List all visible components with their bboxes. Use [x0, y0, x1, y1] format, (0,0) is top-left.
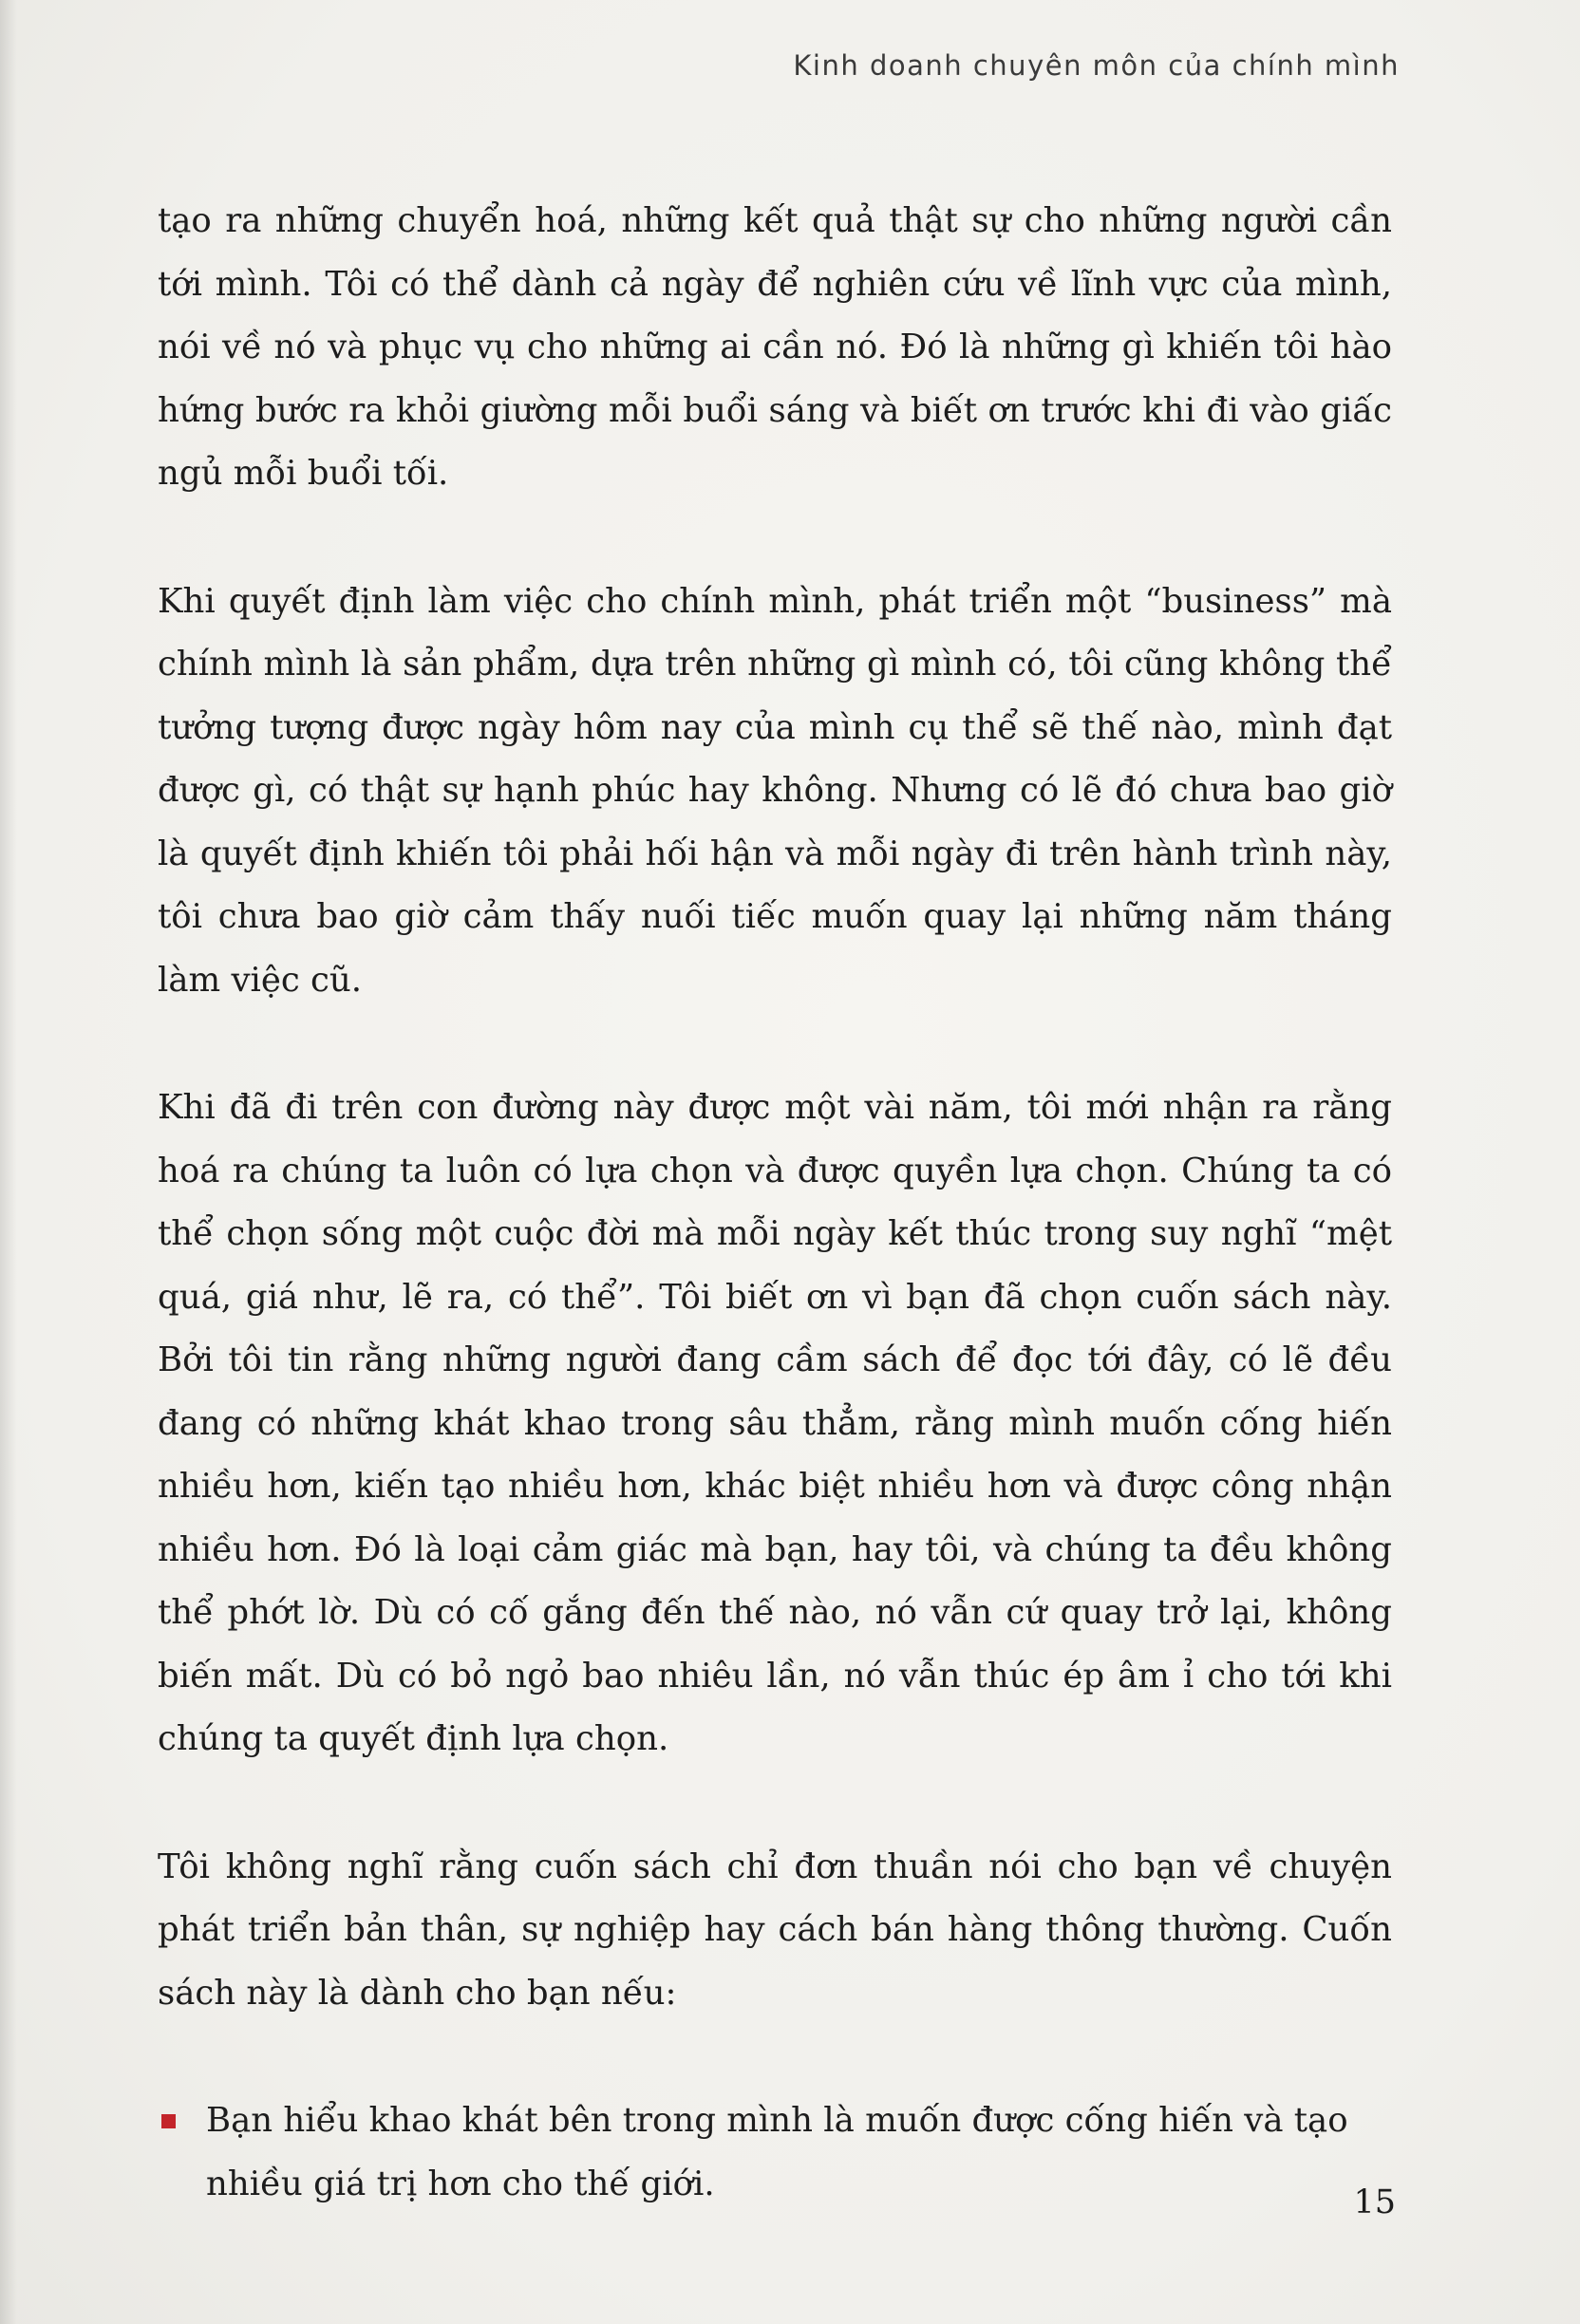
square-bullet-icon	[161, 2114, 176, 2128]
paragraph: Tôi không nghĩ rằng cuốn sách chỉ đơn thuần nói cho bạn về chuyện phát triển bản thân, sự nghiệp hay cách bán hàng thông thường. Cuốn sách này là dành cho bạn nếu:	[158, 1846, 1392, 2013]
body-text	[158, 190, 1392, 2216]
bullet-text: Bạn hiểu khao khát bên trong mình là muốn được cống hiến và tạo nhiều giá trị hơn cho thế giới.	[206, 2101, 1348, 2203]
paragraph: Khi đã đi trên con đường này được một vài năm, tôi mới nhận ra rằng hoá ra chúng ta luôn có lựa chọn và được quyền lựa chọn. Chúng ta có thể chọn sống một cuộc đời mà mỗi ngày kết thúc trong suy nghĩ “mệt quá, giá như, lẽ ra, có thể”. Tôi biết ơn vì bạn đã chọn cuốn sách này. Bởi tôi tin rằng những người đang cầm sách để đọc tới đây, có lẽ đều đang có những khát khao trong sâu thẳm, rằng mình muốn cống hiến nhiều hơn, kiến tạo nhiều hơn, khác biệt nhiều hơn và được công nhận nhiều hơn. Đó là loại cảm giác mà bạn, hay tôi, và chúng ta đều không thể phớt lờ. Dù có cố gắng đến thế nào, nó vẫn cứ quay trở lại, không biến mất. Dù có bỏ ngỏ bao nhiêu lần, nó vẫn thúc ép âm ỉ cho tới khi chúng ta quyết định lựa chọn.	[158, 1088, 1392, 1758]
paragraph: tạo ra những chuyển hoá, những kết quả thật sự cho những người cần tới mình. Tôi có thể dành cả ngày để nghiên cứu về lĩnh vực của mình, nói về nó và phục vụ cho những ai cần nó. Đó là những gì khiến tôi hào hứng bước ra khỏi giường mỗi buổi sáng và biết ơn trước khi đi vào giấc ngủ mỗi buổi tối.	[158, 201, 1392, 493]
page-number: 15	[1353, 2183, 1396, 2221]
paragraph: Khi quyết định làm việc cho chính mình, phát triển một “business” mà chính mình là sản phẩm, dựa trên những gì mình có, tôi cũng không thể tưởng tượng được ngày hôm nay của mình cụ thể sẽ thế nào, mình đạt được gì, có thật sự hạnh phúc hay không. Nhưng có lẽ đó chưa bao giờ là quyết định khiến tôi phải hối hận và mỗi ngày đi trên hành trình này, tôi chưa bao giờ cảm thấy nuối tiếc muốn quay lại những năm tháng làm việc cũ.	[158, 581, 1392, 1000]
running-header: Kinh doanh chuyên môn của chính mình	[793, 49, 1400, 82]
bullet-list-item	[158, 2090, 1392, 2216]
binding-shadow	[0, 0, 17, 2324]
